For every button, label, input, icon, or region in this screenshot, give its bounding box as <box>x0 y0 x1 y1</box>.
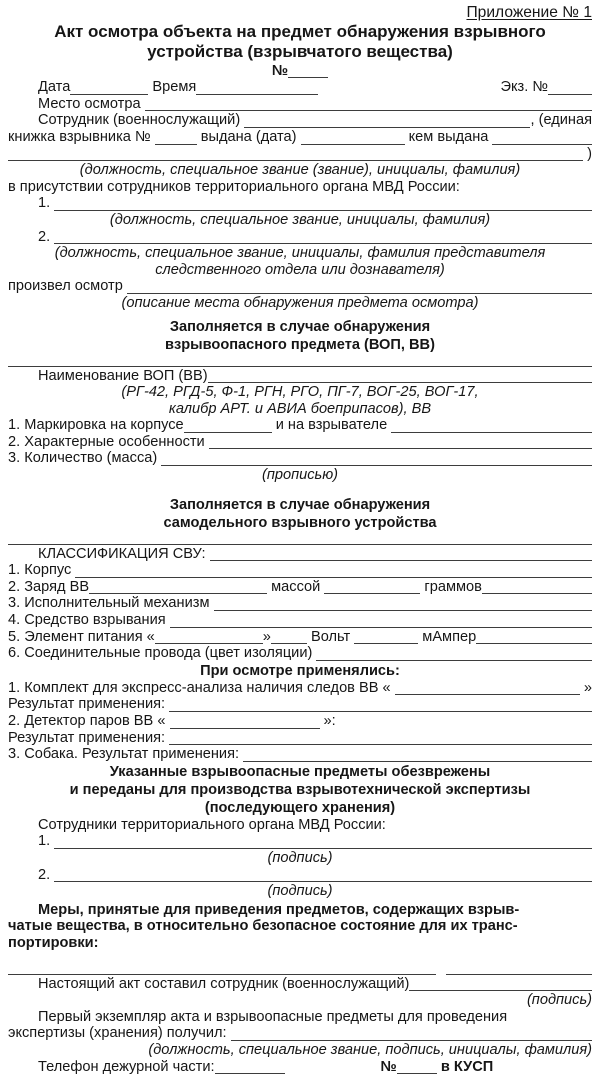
text-run: калибр АРТ. и АВИА боеприпасов), ВВ <box>169 401 431 418</box>
section-rule-2 <box>8 532 592 546</box>
form-title-line-1 <box>8 22 592 43</box>
text-run: (прописью) <box>262 467 338 484</box>
blank-field <box>301 132 405 145</box>
form-title-line-2 <box>8 42 592 63</box>
text-run: Время <box>148 79 196 96</box>
text-run: 1. Комплект для экспресс-анализа наличия следов ВВ « <box>8 680 395 697</box>
witness-hint <box>8 212 592 229</box>
text-run: 6. Соединительные провода (цвет изоляции) <box>8 645 316 662</box>
text-run: 1. <box>38 195 54 212</box>
signature-hint-2 <box>8 883 592 900</box>
blank-field <box>145 98 592 111</box>
blank-field <box>170 716 320 729</box>
text-run: Наименование ВОП (ВВ) <box>38 368 208 385</box>
text-run: (последующего хранения) <box>205 799 395 817</box>
signature-hint-right <box>8 992 592 1009</box>
blank-field <box>184 420 272 433</box>
inspection-place-line <box>8 96 592 113</box>
text-run: (должность, специальное звание, подпись, инициалы, фамилия) <box>148 1042 592 1059</box>
discovery-place-hint <box>8 295 592 312</box>
blank-field <box>8 962 436 975</box>
text-run: » <box>580 680 592 697</box>
vapor-detector-line <box>8 713 592 730</box>
text-run: экспертизы (хранения) получил: <box>8 1025 231 1042</box>
date-time-exemplar-line <box>8 79 592 96</box>
inspection-performed-line <box>8 278 592 295</box>
witness-2-line <box>8 229 592 246</box>
text-run: произвел осмотр <box>8 278 127 295</box>
blank-field <box>231 1028 592 1041</box>
signature-hint-1 <box>8 850 592 867</box>
blank-field <box>169 699 592 712</box>
blank-field <box>75 565 592 578</box>
blank-field <box>54 869 592 882</box>
blank-field <box>161 453 592 466</box>
blank-field <box>89 581 267 594</box>
dog-result-line <box>8 746 592 763</box>
text-run: Сотрудники территориального органа МВД России: <box>38 817 386 834</box>
officer-line <box>8 112 592 129</box>
blank-field <box>54 231 592 244</box>
act-number-line <box>8 63 592 80</box>
blank-field <box>196 82 318 95</box>
ied-battery-line <box>8 629 592 646</box>
text-run: 1. Корпус <box>8 562 75 579</box>
mvd-officers-line <box>8 817 592 834</box>
text-run: Экз. № <box>501 79 549 96</box>
blank-field <box>209 436 592 449</box>
text-run: (РГ-42, РГД-5, Ф-1, РГН, РГО, ПГ-7, ВОГ-25, ВОГ-17, <box>121 384 478 401</box>
text-run: чатые вещества, в относительно безопасное состояние для их транс- <box>8 918 518 935</box>
quantity-line <box>8 450 592 467</box>
blank-field <box>243 749 592 762</box>
features-line <box>8 434 592 451</box>
text-run: Настоящий акт составил сотрудник (военнослужащий) <box>38 976 409 993</box>
witness-1-line <box>8 195 592 212</box>
text-run: » <box>263 629 271 646</box>
blank-field <box>170 615 592 628</box>
text-run: КЛАССИФИКАЦИЯ СВУ: <box>38 546 210 563</box>
section-heading-ied-2 <box>8 514 592 532</box>
marking-line <box>8 417 592 434</box>
applied-heading <box>8 662 592 680</box>
text-run: Телефон дежурной части: <box>38 1059 215 1075</box>
in-words-hint <box>8 467 592 484</box>
text-run: Результат применения: <box>8 730 169 747</box>
blank-field <box>492 132 592 145</box>
blank-field <box>316 648 592 661</box>
text-run: 3. Исполнительный механизм <box>8 595 214 612</box>
first-copy-line-1 <box>8 1009 592 1026</box>
section-heading-explosive-2 <box>8 336 592 354</box>
text-run: Результат применения: <box>8 696 169 713</box>
text-run: (должность, специальное звание, инициалы, фамилия представителя <box>55 245 546 262</box>
ied-charge-line <box>8 579 592 596</box>
blank-field <box>271 631 307 644</box>
text-run: № <box>272 63 288 80</box>
blank-field <box>70 82 148 95</box>
text-run: 2. Заряд ВВ <box>8 579 89 596</box>
blank-field <box>391 420 592 433</box>
text-run: следственного отдела или дознавателя) <box>155 262 445 279</box>
text-run: 2. <box>38 229 54 246</box>
text-run: 5. Элемент питания « <box>8 629 155 646</box>
grenade-types-hint-1 <box>8 384 592 401</box>
ied-body-line <box>8 562 592 579</box>
blank-field <box>8 532 592 545</box>
blank-field <box>169 732 592 745</box>
blank-field <box>54 198 592 211</box>
text-run: Место осмотра <box>38 96 145 113</box>
blank-field <box>446 962 592 975</box>
annex-label <box>8 5 592 22</box>
representative-hint-1 <box>8 245 592 262</box>
blank-field <box>155 631 263 644</box>
blank-field <box>208 370 592 383</box>
measures-heading-1 <box>8 902 592 919</box>
blank-field <box>127 281 592 294</box>
pre-signature-rule <box>8 962 592 976</box>
blank-field <box>54 836 592 849</box>
ied-wires-line <box>8 645 592 662</box>
officer-line-continuation <box>8 146 592 163</box>
text-run: и переданы для производства взрывотехнической экспертизы <box>70 781 531 799</box>
blank-field <box>214 598 592 611</box>
result-line-2 <box>8 730 592 747</box>
mvd-witnesses-intro <box>8 179 592 196</box>
text-run: 2. Характерные особенности <box>8 434 209 451</box>
text-run: ) <box>583 146 592 163</box>
text-run: При осмотре применялись: <box>200 662 400 680</box>
text-run: , (единая <box>530 112 592 129</box>
position-signature-hint <box>8 1042 592 1059</box>
blank-field <box>395 682 580 695</box>
neutralized-heading-2 <box>8 781 592 799</box>
blank-field <box>8 354 592 367</box>
neutralized-heading-1 <box>8 763 592 781</box>
signature-2-line <box>8 867 592 884</box>
text-run: кем выдана <box>405 129 493 146</box>
blank-field <box>8 148 583 161</box>
text-run: 1. <box>38 833 54 850</box>
text-run: Вольт <box>307 629 354 646</box>
text-run: 2. Детектор паров ВВ « <box>8 713 170 730</box>
text-run: (подпись) <box>267 883 332 900</box>
text-run: Заполняется в случае обнаружения <box>170 318 430 336</box>
text-run: и на взрывателе <box>272 417 392 434</box>
text-run: устройства (взрывчатого вещества) <box>147 42 453 63</box>
text-run: (подпись) <box>267 850 332 867</box>
text-run: № <box>381 1059 397 1075</box>
blank-field <box>210 548 592 561</box>
text-run: в КУСП <box>437 1059 493 1075</box>
text-run: Акт осмотра объекта на предмет обнаружения взрывного <box>54 22 546 43</box>
section-heading-explosive-1 <box>8 318 592 336</box>
text-run: Заполняется в случае обнаружения <box>170 496 430 514</box>
signature-1-line <box>8 833 592 850</box>
text-run: 2. <box>38 867 54 884</box>
blank-field <box>482 581 592 594</box>
text-run: самодельного взрывного устройства <box>163 514 436 532</box>
text-run: взрывоопасного предмета (ВОП, ВВ) <box>165 336 435 354</box>
grenade-types-hint-2 <box>8 401 592 418</box>
text-run: выдана (дата) <box>197 129 301 146</box>
item-name-line <box>8 368 592 385</box>
text-run: Сотрудник (военнослужащий) <box>38 112 244 129</box>
measures-heading-2 <box>8 918 592 935</box>
representative-hint-2 <box>8 262 592 279</box>
blank-field <box>354 631 418 644</box>
text-run: Приложение № 1 <box>466 5 592 22</box>
ied-detonation-line <box>8 612 592 629</box>
blank-field <box>288 65 328 78</box>
text-run: граммов <box>420 579 482 596</box>
text-run: Дата <box>38 79 70 96</box>
section-rule-1 <box>8 354 592 368</box>
ied-mechanism-line <box>8 595 592 612</box>
text-run: портировки: <box>8 935 99 952</box>
blank-field <box>409 978 592 991</box>
duty-phone-line <box>8 1059 592 1075</box>
blank-field <box>548 82 592 95</box>
text-run: »: <box>320 713 336 730</box>
neutralized-heading-3 <box>8 799 592 817</box>
text-run: мАмпер <box>418 629 476 646</box>
text-run: (подпись) <box>527 992 592 1009</box>
measures-heading-3 <box>8 935 592 952</box>
section-heading-ied-1 <box>8 496 592 514</box>
text-run: книжка взрывника № <box>8 129 155 146</box>
ied-classification-line <box>8 546 592 563</box>
blank-field <box>244 115 530 128</box>
act-author-line <box>8 976 592 993</box>
blank-field <box>324 581 420 594</box>
text-run: 1. Маркировка на корпусе <box>8 417 184 434</box>
text-run: (описание места обнаружения предмета осмотра) <box>122 295 479 312</box>
text-run: Указанные взрывоопасные предметы обезврежены <box>110 763 490 781</box>
text-run: массой <box>267 579 324 596</box>
express-kit-line <box>8 680 592 697</box>
blaster-book-line <box>8 129 592 146</box>
text-run: Первый экземпляр акта и взрывоопасные предметы для проведения <box>38 1009 507 1026</box>
position-rank-hint <box>8 162 592 179</box>
result-line-1 <box>8 696 592 713</box>
text-run: Меры, принятые для приведения предметов, содержащих взрыв- <box>38 902 519 919</box>
blank-field <box>155 132 197 145</box>
text-run: 3. Количество (масса) <box>8 450 161 467</box>
text-run: 4. Средство взрывания <box>8 612 170 629</box>
text-run: в присутствии сотрудников территориального органа МВД России: <box>8 179 460 196</box>
first-copy-line-2 <box>8 1025 592 1042</box>
text-run: (должность, специальное звание, инициалы, фамилия) <box>110 212 490 229</box>
text-run: 3. Собака. Результат применения: <box>8 746 243 763</box>
blank-field <box>476 631 592 644</box>
text-run: (должность, специальное звание (звание), инициалы, фамилия) <box>80 162 520 179</box>
